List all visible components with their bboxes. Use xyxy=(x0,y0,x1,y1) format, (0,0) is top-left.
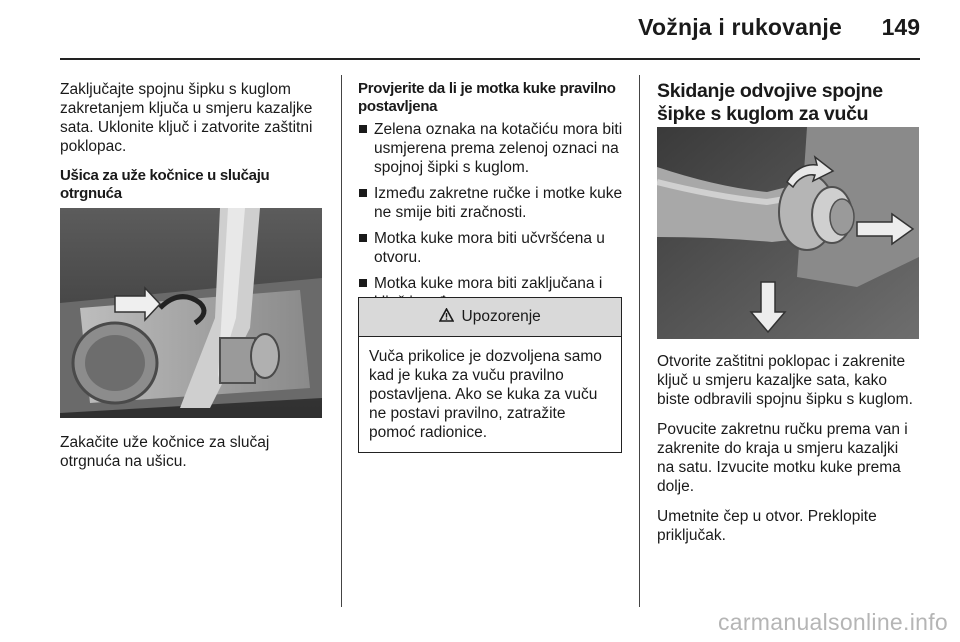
warning-box xyxy=(358,297,622,453)
list-item: Motka kuke mora biti zaključana i xyxy=(358,274,624,312)
list-item: Motka kuke mora biti učvršćena u otvoru. xyxy=(358,229,624,267)
removal-title: Skidanje odvojive spojne šipke s kuglom za vuču xyxy=(657,80,883,125)
warning-text: Vuča prikolice je dozvoljena samo kad je kuka za vuču pravilno postavljena. Ako se kuka za vuču ne postavi pravilno, zatražite pomoć radionice. xyxy=(369,348,602,441)
watermark: carmanualsonline.info xyxy=(717,609,948,635)
list-item: Zelena oznaka na kotačiću mora biti usmjerena prema zelenoj oznaci na spojnoj šipki s kuglom. xyxy=(358,120,624,177)
middle-column xyxy=(358,80,624,322)
intro-paragraph: Zaključajte spojnu šipku s kuglom zakretanjem ključa u smjeru kazaljke sata. Uklonite ključ i zatvorite zaštitni poklopac. xyxy=(60,81,313,155)
left-column xyxy=(60,80,328,213)
column-divider-left xyxy=(341,75,342,607)
warning-header xyxy=(359,298,621,337)
warning-title: Upozorenje xyxy=(461,308,541,325)
warning-triangle-icon xyxy=(439,308,458,325)
eyelet-illustration xyxy=(60,208,322,418)
removal-paragraph: Povucite zakretnu ručku prema van i zakrenite do kraja u smjeru kazaljki na satu. Izvucite motku kuke prema dolje. xyxy=(657,421,908,495)
column-divider-right xyxy=(639,75,640,607)
removal-text xyxy=(657,352,919,556)
check-subheading: Provjerite da li je motka kuke pravilno postavljena xyxy=(358,80,616,115)
page-number: 149 xyxy=(881,14,920,40)
removal-illustration xyxy=(657,127,919,339)
section-title: Vožnja i rukovanje xyxy=(638,14,842,40)
header-rule xyxy=(60,58,920,60)
removal-paragraph: Otvorite zaštitni poklopac i zakrenite ključ u smjeru kazaljke sata, kako biste odbravili spojnu šipku s kuglom. xyxy=(657,353,913,408)
removal-paragraph: Umetnite čep u otvor. Preklopite priključak. xyxy=(657,508,877,544)
eyelet-caption-block xyxy=(60,433,328,482)
check-list xyxy=(358,120,624,312)
eyelet-caption: Zakačite uže kočnice za slučaj otrgnuća na ušicu. xyxy=(60,434,270,470)
eyelet-subheading: Ušica za uže kočnice u slučaju otrgnuća xyxy=(60,167,270,202)
list-item: Između zakretne ručke i motke kuke ne smije biti zračnosti. xyxy=(358,184,624,222)
